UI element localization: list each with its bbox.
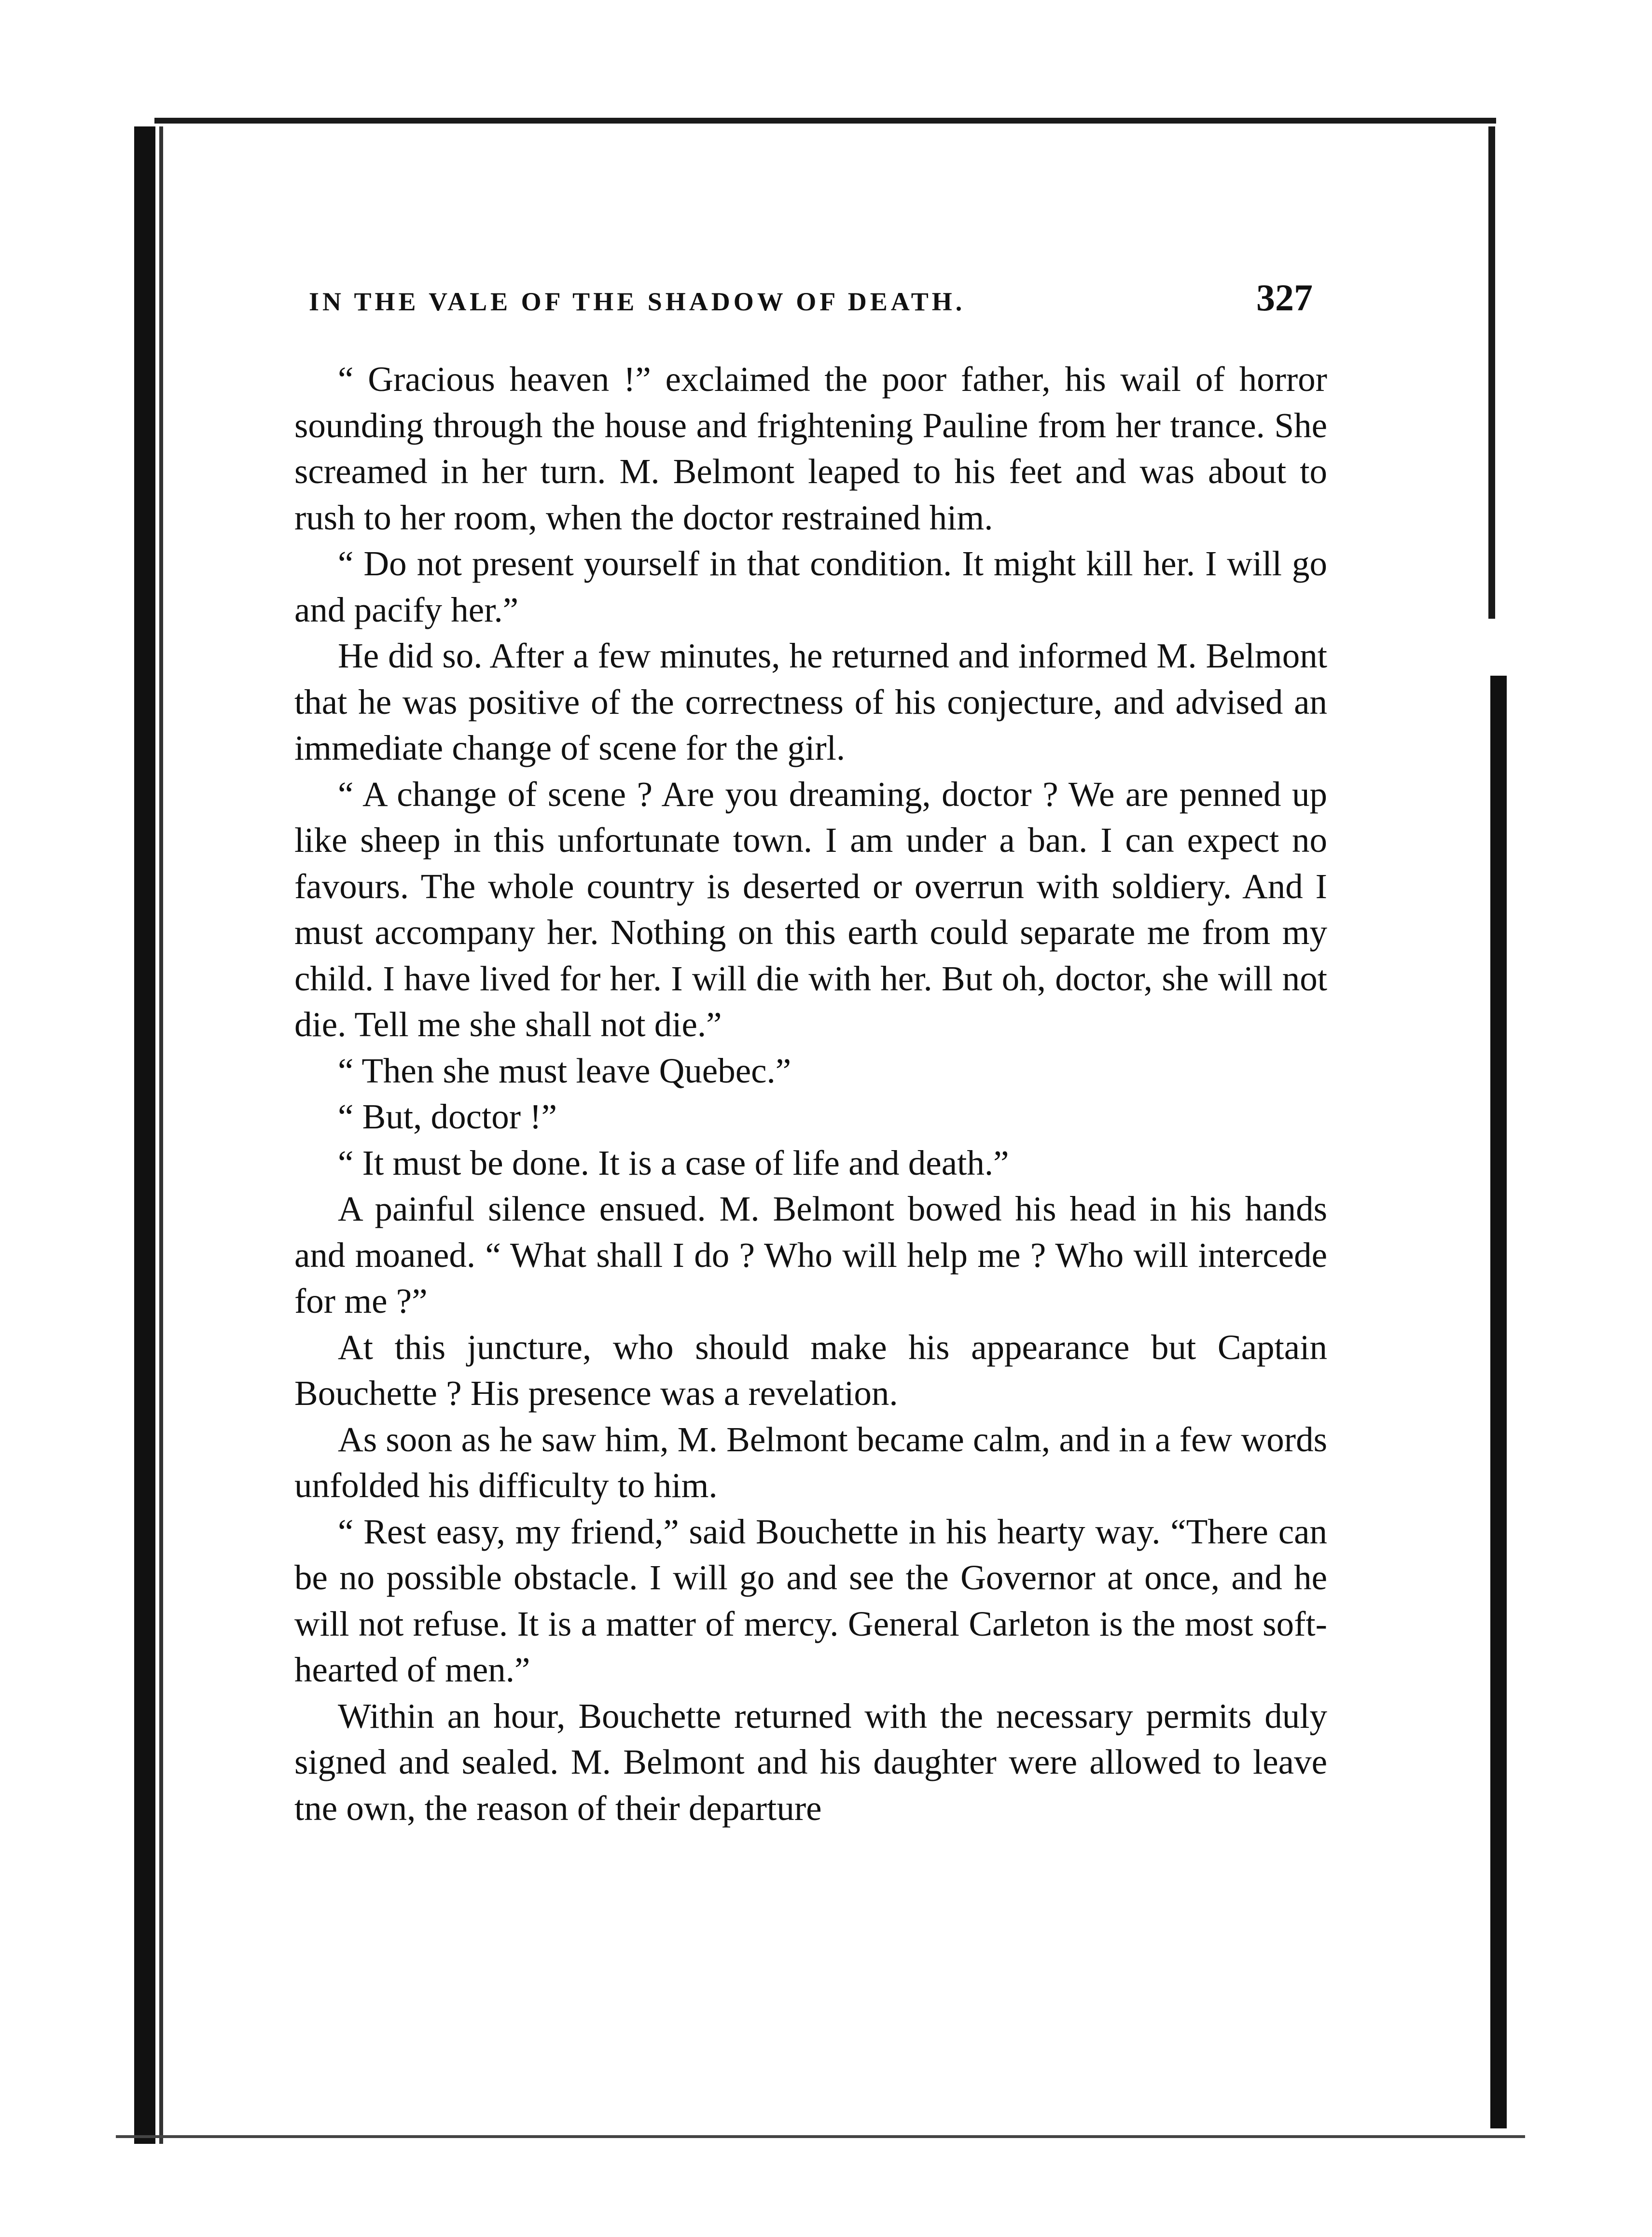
paragraph: “ Then she must leave Quebec.” bbox=[338, 1051, 791, 1090]
scan-border-left bbox=[134, 126, 155, 2144]
scan-border-right-upper bbox=[1488, 126, 1495, 619]
scan-border-top bbox=[154, 118, 1496, 124]
page-header bbox=[309, 276, 1313, 334]
paragraph: “ A change of scene ? Are you dreaming, doctor ? We are penned up like sheep in this unfortunate town. I am under a ban. I can expect no favours. The whole country is deserted or overrun with soldiery. And I must accompany her. Nothing on this earth could separate me from my child. I have lived for her. I will die with her. But oh, doctor, she will not die. Tell me she shall not die.” bbox=[294, 774, 1327, 1044]
paragraph: Within an hour, Bouchette returned with the necessary permits duly signed and sealed. M. Belmont and his daughter were allowed to leave tne own, the reason of their departure bbox=[294, 1696, 1327, 1828]
paragraph: “ But, doctor !” bbox=[338, 1097, 557, 1136]
scan-border-right-lower bbox=[1490, 676, 1507, 2128]
paragraph: “ It must be done. It is a case of life and death.” bbox=[338, 1143, 1009, 1182]
scan-border-left-inner bbox=[159, 126, 163, 2144]
text-body bbox=[294, 356, 1327, 1831]
page-number: 327 bbox=[1256, 277, 1313, 319]
paragraph: He did so. After a few minutes, he returned and informed M. Belmont that he was positive of the correctness of his conjecture, and advised an immediate change of scene for the girl. bbox=[294, 636, 1327, 767]
paragraph: At this juncture, who should make his appearance but Captain Bouchette ? His presence was a revelation. bbox=[294, 1327, 1327, 1413]
paragraph: “ Gracious heaven !” exclaimed the poor father, his wail of horror sounding through the house and frightening Pauline from her trance. She screamed in her turn. M. Belmont leaped to his feet and was about to rush to her room, when the doctor restrained him. bbox=[294, 360, 1327, 537]
paragraph: As soon as he saw him, M. Belmont became calm, and in a few words unfolded his difficulty to him. bbox=[294, 1419, 1327, 1505]
scan-border-bottom bbox=[116, 2135, 1525, 2138]
paragraph: “ Rest easy, my friend,” said Bouchette in his hearty way. “There can be no possible obstacle. I will go and see the Governor at once, and he will not refuse. It is a matter of mercy. General Carleton is the most soft-hearted of men.” bbox=[294, 1512, 1327, 1689]
paragraph: A painful silence ensued. M. Belmont bowed his head in his hands and moaned. “ What shall I do ? Who will help me ? Who will intercede for me ?” bbox=[294, 1189, 1327, 1320]
paragraph: “ Do not present yourself in that condition. It might kill her. I will go and pacify her.” bbox=[294, 544, 1327, 629]
running-head: IN THE VALE OF THE SHADOW OF DEATH. bbox=[309, 287, 966, 316]
